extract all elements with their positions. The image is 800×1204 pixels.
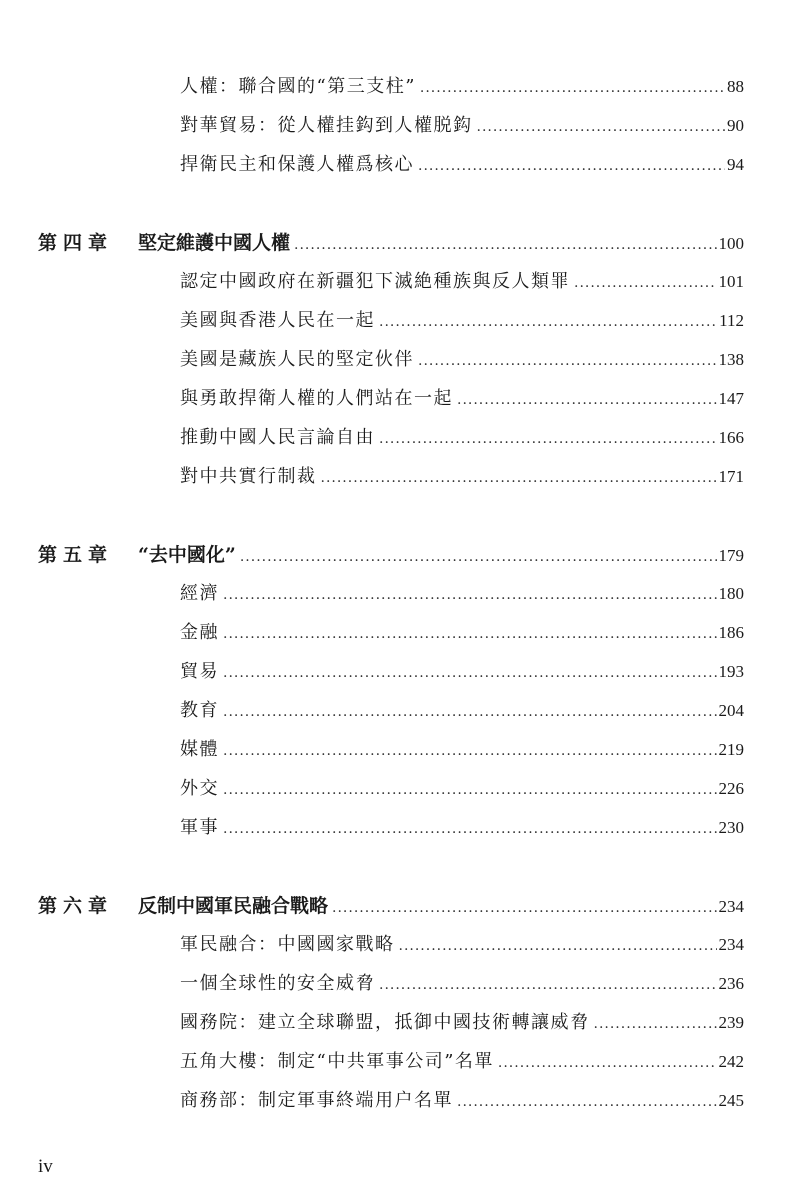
dot-leader (574, 275, 717, 291)
entry-title: 與勇敢捍衛人權的人們站在一起 (180, 388, 453, 409)
entry-page-number: 138 (718, 350, 744, 369)
entry-page-number: 239 (718, 1013, 744, 1032)
entry-page-number: 186 (718, 623, 744, 642)
dot-leader (399, 938, 717, 954)
entry-page-number: 236 (718, 974, 744, 993)
entry-page-number: 88 (727, 77, 744, 96)
entry-page-number: 226 (718, 779, 744, 798)
dot-leader (498, 1055, 717, 1071)
entry-page-number: 90 (727, 116, 744, 135)
entry-title: 美國與香港人民在一起 (180, 310, 375, 331)
entry-title: 商務部：制定軍事終端用户名單 (180, 1090, 453, 1111)
dot-leader (379, 977, 717, 993)
dot-leader (457, 1094, 717, 1110)
dot-leader (223, 743, 717, 759)
entry-title: 國務院：建立全球聯盟，抵御中國技術轉讓威脅 (180, 1012, 590, 1033)
dot-leader (223, 821, 717, 837)
dot-leader (223, 626, 717, 642)
chapter-number: 第四章 (38, 232, 114, 254)
toc-entry[interactable] (180, 696, 744, 726)
dot-leader (223, 587, 717, 603)
dot-leader (321, 470, 717, 486)
toc-entry[interactable] (180, 1047, 744, 1077)
dot-leader (223, 704, 717, 720)
entry-title: 金融 (180, 622, 219, 643)
entry-page-number: 219 (718, 740, 744, 759)
chapter-number: 第五章 (38, 544, 114, 566)
entry-title: 對中共實行制裁 (180, 466, 317, 487)
entry-page-number: 101 (718, 272, 744, 291)
entry-title: 捍衛民主和保護人權爲核心 (180, 154, 414, 175)
toc-entry[interactable] (180, 345, 744, 375)
toc-entry[interactable] (180, 384, 744, 414)
toc-entry[interactable] (180, 657, 744, 687)
chapter-page-number: 179 (718, 546, 744, 565)
toc-entry[interactable] (180, 774, 744, 804)
entry-page-number: 234 (718, 935, 744, 954)
entry-page-number: 245 (718, 1091, 744, 1110)
entry-page-number: 242 (718, 1052, 744, 1071)
toc-entry[interactable] (180, 618, 744, 648)
chapter-title: 反制中國軍民融合戰略 (138, 895, 329, 917)
dot-leader (294, 237, 716, 253)
toc-entry[interactable] (180, 150, 744, 180)
entry-title: 推動中國人民言論自由 (180, 427, 375, 448)
toc-entry[interactable] (180, 735, 744, 765)
toc-entry[interactable] (180, 1008, 744, 1038)
entry-page-number: 193 (718, 662, 744, 681)
entry-title: 美國是藏族人民的堅定伙伴 (180, 349, 414, 370)
dot-leader (457, 392, 717, 408)
entry-page-number: 171 (718, 467, 744, 486)
entry-title: 軍民融合：中國國家戰略 (180, 934, 395, 955)
entry-page-number: 230 (718, 818, 744, 837)
toc-entry[interactable] (180, 423, 744, 453)
entry-title: 經濟 (180, 583, 219, 604)
toc-entry[interactable] (180, 267, 744, 297)
dot-leader (223, 782, 717, 798)
entry-title: 人權：聯合國的“第三支柱” (180, 76, 416, 97)
entry-title: 對華貿易：從人權挂鈎到人權脱鈎 (180, 115, 473, 136)
toc-entry[interactable] (180, 969, 744, 999)
toc-entry[interactable] (180, 579, 744, 609)
dot-leader (418, 158, 725, 174)
dot-leader (477, 119, 726, 135)
chapter-number: 第六章 (38, 895, 114, 917)
entry-title: 貿易 (180, 661, 219, 682)
toc-chapter-5[interactable] (38, 540, 744, 570)
entry-title: 教育 (180, 700, 219, 721)
entry-title: 外交 (180, 778, 219, 799)
toc-entry[interactable] (180, 1086, 744, 1116)
entry-page-number: 112 (719, 311, 744, 330)
dot-leader (420, 80, 725, 96)
toc-chapter-6[interactable] (38, 891, 744, 921)
entry-page-number: 180 (718, 584, 744, 603)
dot-leader (223, 665, 717, 681)
dot-leader (379, 431, 717, 447)
dot-leader (418, 353, 717, 369)
entry-title: 媒體 (180, 739, 219, 760)
toc-entry[interactable] (180, 813, 744, 843)
dot-leader (594, 1016, 717, 1032)
page-folio: iv (38, 1156, 53, 1177)
dot-leader (379, 314, 717, 330)
toc-entry[interactable] (180, 306, 744, 336)
entry-page-number: 204 (718, 701, 744, 720)
chapter-title: 堅定維護中國人權 (138, 232, 291, 254)
toc-entry[interactable] (180, 111, 744, 141)
entry-page-number: 147 (718, 389, 744, 408)
toc-entry[interactable] (180, 930, 744, 960)
dot-leader (240, 549, 717, 565)
dot-leader (332, 900, 716, 916)
entry-title: 軍事 (180, 817, 219, 838)
chapter-page-number: 100 (718, 234, 744, 253)
entry-title: 認定中國政府在新疆犯下滅絶種族與反人類罪 (180, 271, 570, 292)
entry-page-number: 166 (718, 428, 744, 447)
entry-page-number: 94 (727, 155, 744, 174)
toc-entry[interactable] (180, 72, 744, 102)
toc-chapter-4[interactable] (38, 228, 744, 258)
toc-entry[interactable] (180, 462, 744, 492)
entry-title: 一個全球性的安全威脅 (180, 973, 375, 994)
chapter-page-number: 234 (718, 897, 744, 916)
entry-title: 五角大樓：制定“中共軍事公司”名單 (180, 1051, 494, 1072)
chapter-title: “去中國化” (138, 544, 236, 566)
